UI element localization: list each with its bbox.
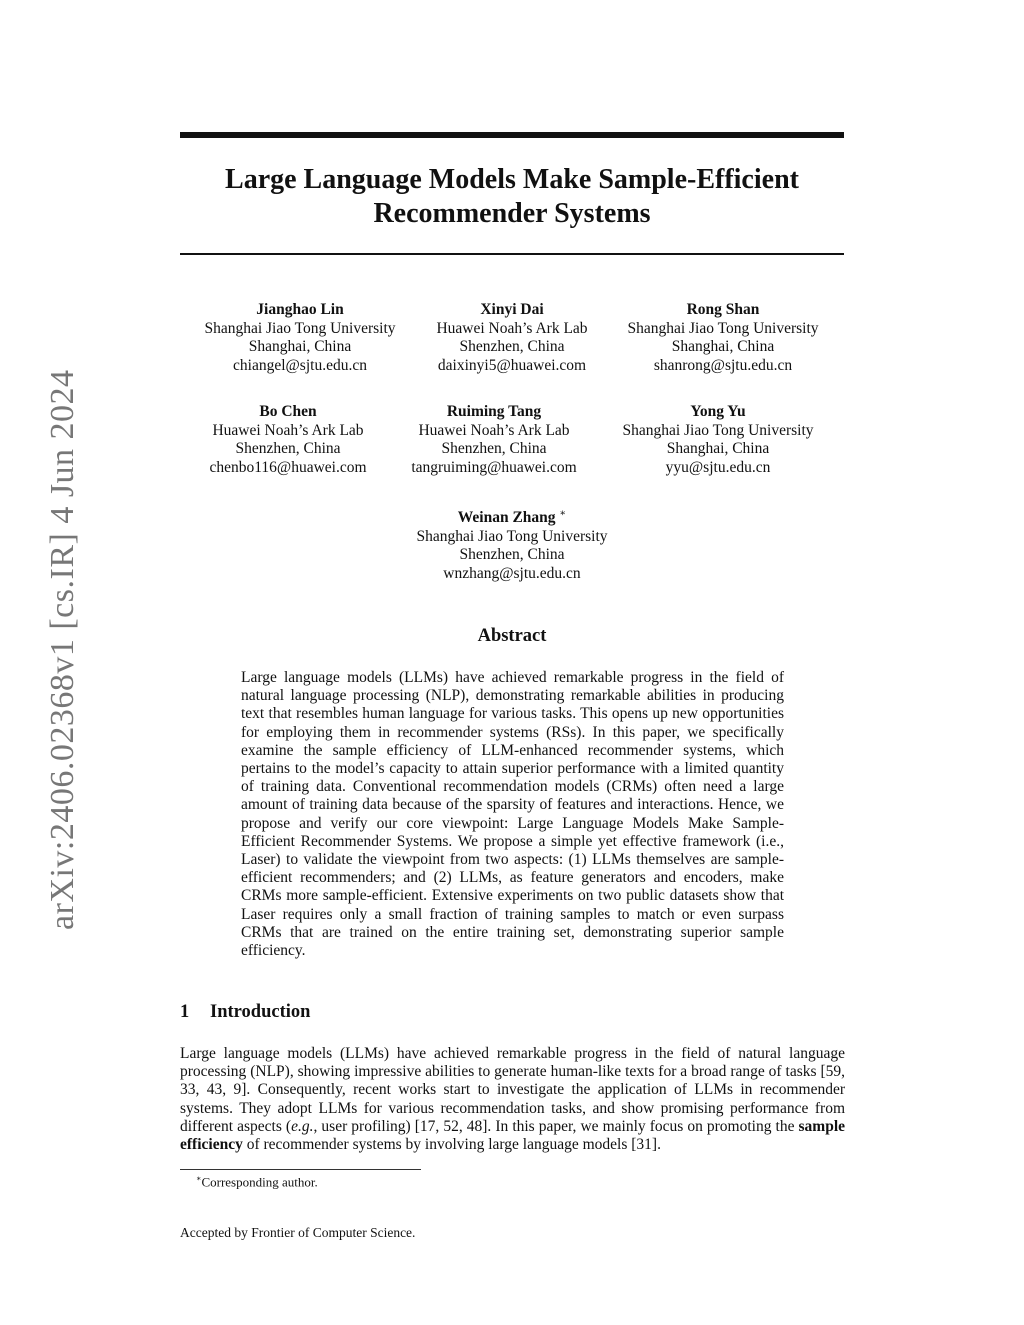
author-affiliation: Huawei Noah’s Ark Lab [212, 421, 364, 439]
paper-title-line-2: Recommender Systems [373, 198, 651, 229]
abstract-heading: Abstract [477, 626, 547, 646]
author-block [180, 301, 420, 375]
author-block [598, 403, 838, 477]
author-location: Shenzhen, China [441, 440, 547, 457]
author-affiliation: Huawei Noah’s Ark Lab [436, 319, 588, 337]
author-affiliation: Huawei Noah’s Ark Lab [418, 421, 570, 439]
arxiv-identifier: arXiv:2406.02368v1 [cs.IR] 4 Jun 2024 [44, 369, 81, 930]
author-name: Jianghao Lin [256, 301, 344, 318]
author-block [392, 301, 632, 375]
paper-title [180, 163, 844, 231]
author-email: chiangel@sjtu.edu.cn [233, 356, 367, 374]
author-affiliation: Shanghai Jiao Tong University [627, 319, 819, 337]
author-location: Shanghai, China [671, 338, 775, 355]
paper-title-line-1: Large Language Models Make Sample-Efficient [225, 164, 799, 195]
author-block [374, 403, 614, 477]
intro-eg: e.g. [291, 1117, 314, 1135]
author-name: Rong Shan [686, 301, 760, 318]
section-title: Introduction [210, 1002, 311, 1022]
author-name [392, 505, 632, 528]
author-location: Shenzhen, China [235, 440, 341, 457]
section-number: 1 [180, 1002, 190, 1022]
author-block [168, 403, 408, 477]
corresponding-mark: ∗ [559, 508, 567, 519]
author-block [603, 301, 843, 375]
section-heading [180, 1002, 310, 1023]
title-bottom-rule [180, 253, 844, 255]
author-name: Bo Chen [259, 403, 317, 420]
author-block [392, 505, 632, 583]
author-affiliation: Shanghai Jiao Tong University [416, 527, 608, 545]
intro-text: Large language models (LLMs) have achieved remarkable progress in the field of natural language processing (NLP), showing impressive abilities to generate human-like texts for a broad range of tasks [59, 33, 43, 9]. Consequently, recent works start to investigate the application of LLMs in recommender systems. They adopt LLMs for various recommendation tasks, and show promising performance from different aspects ( [180, 1045, 845, 1135]
introduction-paragraph [180, 1045, 845, 1154]
author-name: Ruiming Tang [446, 403, 542, 420]
author-affiliation: Shanghai Jiao Tong University [622, 421, 814, 439]
author-location: Shenzhen, China [459, 546, 565, 564]
author-affiliation: Shanghai Jiao Tong University [204, 319, 396, 337]
footnote-rule [180, 1169, 421, 1170]
intro-bold-phrase: sample efficiency [180, 1117, 846, 1154]
author-email: daixinyi5@huawei.com [437, 356, 587, 374]
author-email: chenbo116@huawei.com [209, 458, 367, 476]
intro-text-cont: , user profiling) [17, 52, 48]. In this paper, we mainly focus on promoting the [313, 1117, 799, 1135]
author-email: wnzhang@sjtu.edu.cn [443, 564, 581, 582]
author-location: Shanghai, China [248, 338, 352, 355]
author-email: yyu@sjtu.edu.cn [665, 458, 771, 476]
footnote-mark: ∗ [196, 1174, 202, 1183]
author-email: tangruiming@huawei.com [411, 458, 577, 476]
intro-text-end: of recommender systems by involving large language models [31]. [242, 1136, 661, 1154]
author-name: Yong Yu [690, 403, 746, 420]
footnote [196, 1174, 318, 1190]
author-location: Shanghai, China [666, 440, 770, 457]
author-name-text: Weinan Zhang [457, 509, 556, 527]
author-name: Xinyi Dai [480, 301, 544, 318]
abstract-text: Large language models (LLMs) have achieved remarkable progress in the field of natural language processing (NLP), demonstrating remarkable abilities in producing text that resembles human language for various tasks. This opens up new opportunities for employing them in recommender systems (RSs). In this paper, we specifically examine the sample efficiency of LLM-enhanced recommender systems, which pertains to the model’s capacity to attain superior performance with a limited quantity of training data. Conventional recommendation models (CRMs) often need a large amount of training data because of the sparsity of features and interactions. Hence, we propose and verify our core viewpoint: Large Language Models Make Sample-Efficient Recommender Systems. We propose a simple yet effective framework (i.e., Laser) to validate the viewpoint from two aspects: (1) LLMs themselves are sample-efficient recommenders; and (2) LLMs, as feature generators and encoders, make CRMs more sample-efficient. Extensive experiments on two public datasets show that Laser requires only a small fraction of training samples to match or even surpass CRMs that are trained on the entire training set, demonstrating superior sample efficiency. [241, 669, 784, 960]
title-top-rule [180, 132, 844, 138]
footnote-text: Corresponding author. [201, 1174, 318, 1190]
author-email: shanrong@sjtu.edu.cn [653, 356, 793, 374]
author-location: Shenzhen, China [459, 338, 565, 355]
venue-note: Accepted by Frontier of Computer Science. [180, 1225, 416, 1240]
